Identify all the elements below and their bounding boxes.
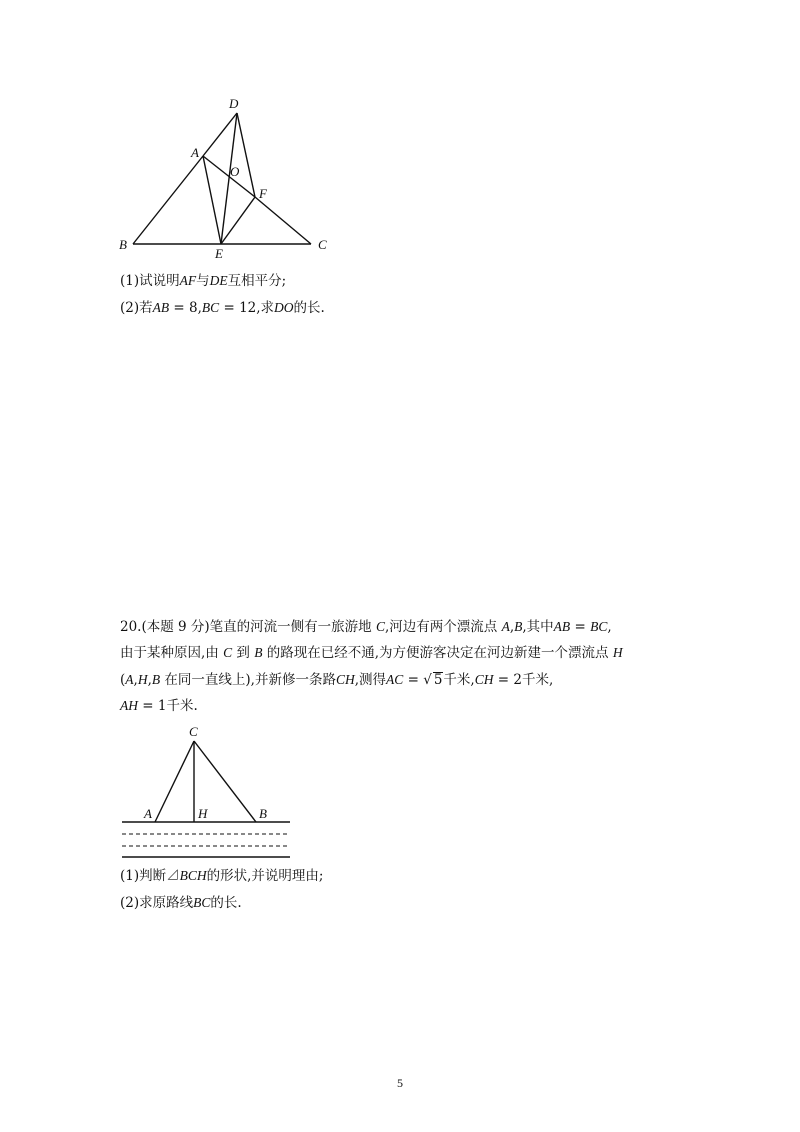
point-c: C xyxy=(375,619,385,634)
q20-line1-mid2: ,其中 xyxy=(522,619,554,635)
q20-line1-end: , xyxy=(607,619,612,635)
q20-part2 xyxy=(120,893,242,913)
segment-AE xyxy=(203,156,221,244)
q20-line3-eq2: = 2千米, xyxy=(493,672,554,688)
q20-line3-eq: = xyxy=(403,672,424,688)
q20-line2-suffix: 的路现在已经不通,为方便游客决定在河边新建一个漂流点 xyxy=(262,645,613,661)
segment-ab-label: AB xyxy=(152,300,170,315)
q20-part1-suffix: 的形状,并说明理由; xyxy=(206,868,324,884)
segment-ch: CH xyxy=(474,672,494,687)
segment-af-label: AF xyxy=(179,273,197,288)
segment-FC xyxy=(255,197,311,244)
q20-part1 xyxy=(120,866,323,886)
label-A: A xyxy=(191,145,199,160)
q20-line3-prefix: ( xyxy=(120,672,126,688)
q20-line3-sep1: , xyxy=(133,672,138,688)
q19-part2-eq2: = 12,求 xyxy=(219,300,275,316)
segment-bc: BC xyxy=(193,895,211,910)
q20-line1-prefix: 20.(本题 9 分)笔直的河流一侧有一旅游地 xyxy=(120,619,376,635)
point-b: B xyxy=(254,645,263,660)
q19-part1 xyxy=(120,271,286,291)
q20-line3 xyxy=(120,670,553,690)
q20-line1-eq: = xyxy=(570,619,591,635)
point-b: B xyxy=(151,672,161,687)
q19-part2-suffix: 的长. xyxy=(293,300,325,316)
q19-part2 xyxy=(120,298,325,318)
label-O: O xyxy=(230,164,240,179)
segment-ab: AB xyxy=(553,619,571,634)
segment-do-label: DO xyxy=(274,300,294,315)
label-E: E xyxy=(215,246,223,261)
label-H: H xyxy=(198,806,208,821)
label-B: B xyxy=(259,806,267,821)
label-B: B xyxy=(119,237,127,252)
q19-part1-suffix: 互相平分; xyxy=(227,273,287,289)
q20-part1-prefix: (1)判断⊿ xyxy=(120,868,180,884)
q20-line3-unit1: 千米, xyxy=(443,672,475,688)
q20-part2-prefix: (2)求原路线 xyxy=(120,895,194,911)
q20-line3-sep2: , xyxy=(147,672,152,688)
q19-part1-prefix: (1)试说明 xyxy=(120,273,180,289)
point-a: A xyxy=(125,672,134,687)
q19-part2-eq1: = 8, xyxy=(169,300,202,316)
q20-line1-sep: , xyxy=(509,619,515,635)
sqrt-radicand: 5 xyxy=(433,672,443,688)
q20-line4-eq: = 1千米. xyxy=(138,698,198,714)
label-F: F xyxy=(259,186,267,201)
label-D: D xyxy=(229,96,239,111)
figure-river xyxy=(115,720,295,860)
segment-bc: BC xyxy=(590,619,608,634)
segment-BA xyxy=(133,156,203,244)
label-C: C xyxy=(189,724,198,739)
segment-de-label: DE xyxy=(209,273,228,288)
q20-line2-prefix: 由于某种原因,由 xyxy=(120,645,224,661)
point-h: H xyxy=(612,645,623,660)
segment-ac: AC xyxy=(386,672,404,687)
page-number: 5 xyxy=(397,1076,403,1090)
point-h: H xyxy=(137,672,148,687)
q19-part1-mid: 与 xyxy=(196,273,210,289)
point-b: B xyxy=(514,619,523,634)
q20-line1-mid: ,河边有两个漂流点 xyxy=(384,619,502,635)
q20-line3-mid: 在同一直线上),并新修一条路 xyxy=(160,672,336,688)
q20-line2 xyxy=(120,643,623,663)
q20-line1 xyxy=(120,617,612,637)
triangle-bch: BCH xyxy=(179,868,207,883)
q19-part2-prefix: (2)若 xyxy=(120,300,153,316)
segment-CA xyxy=(155,741,194,822)
segment-ah: AH xyxy=(120,698,138,713)
label-A: A xyxy=(144,806,152,821)
q20-part2-suffix: 的长. xyxy=(210,895,242,911)
q20-line3-mid2: ,测得 xyxy=(354,672,387,688)
segment-bc-label: BC xyxy=(201,300,220,315)
point-a: A xyxy=(501,619,510,634)
q20-line2-mid: 到 xyxy=(232,645,255,661)
q20-line4 xyxy=(120,696,198,716)
point-c: C xyxy=(223,645,233,660)
segment-ch: CH xyxy=(335,672,355,687)
sqrt-symbol: √ xyxy=(423,672,432,688)
label-C: C xyxy=(318,237,327,252)
figure-quadrilateral xyxy=(110,90,340,265)
